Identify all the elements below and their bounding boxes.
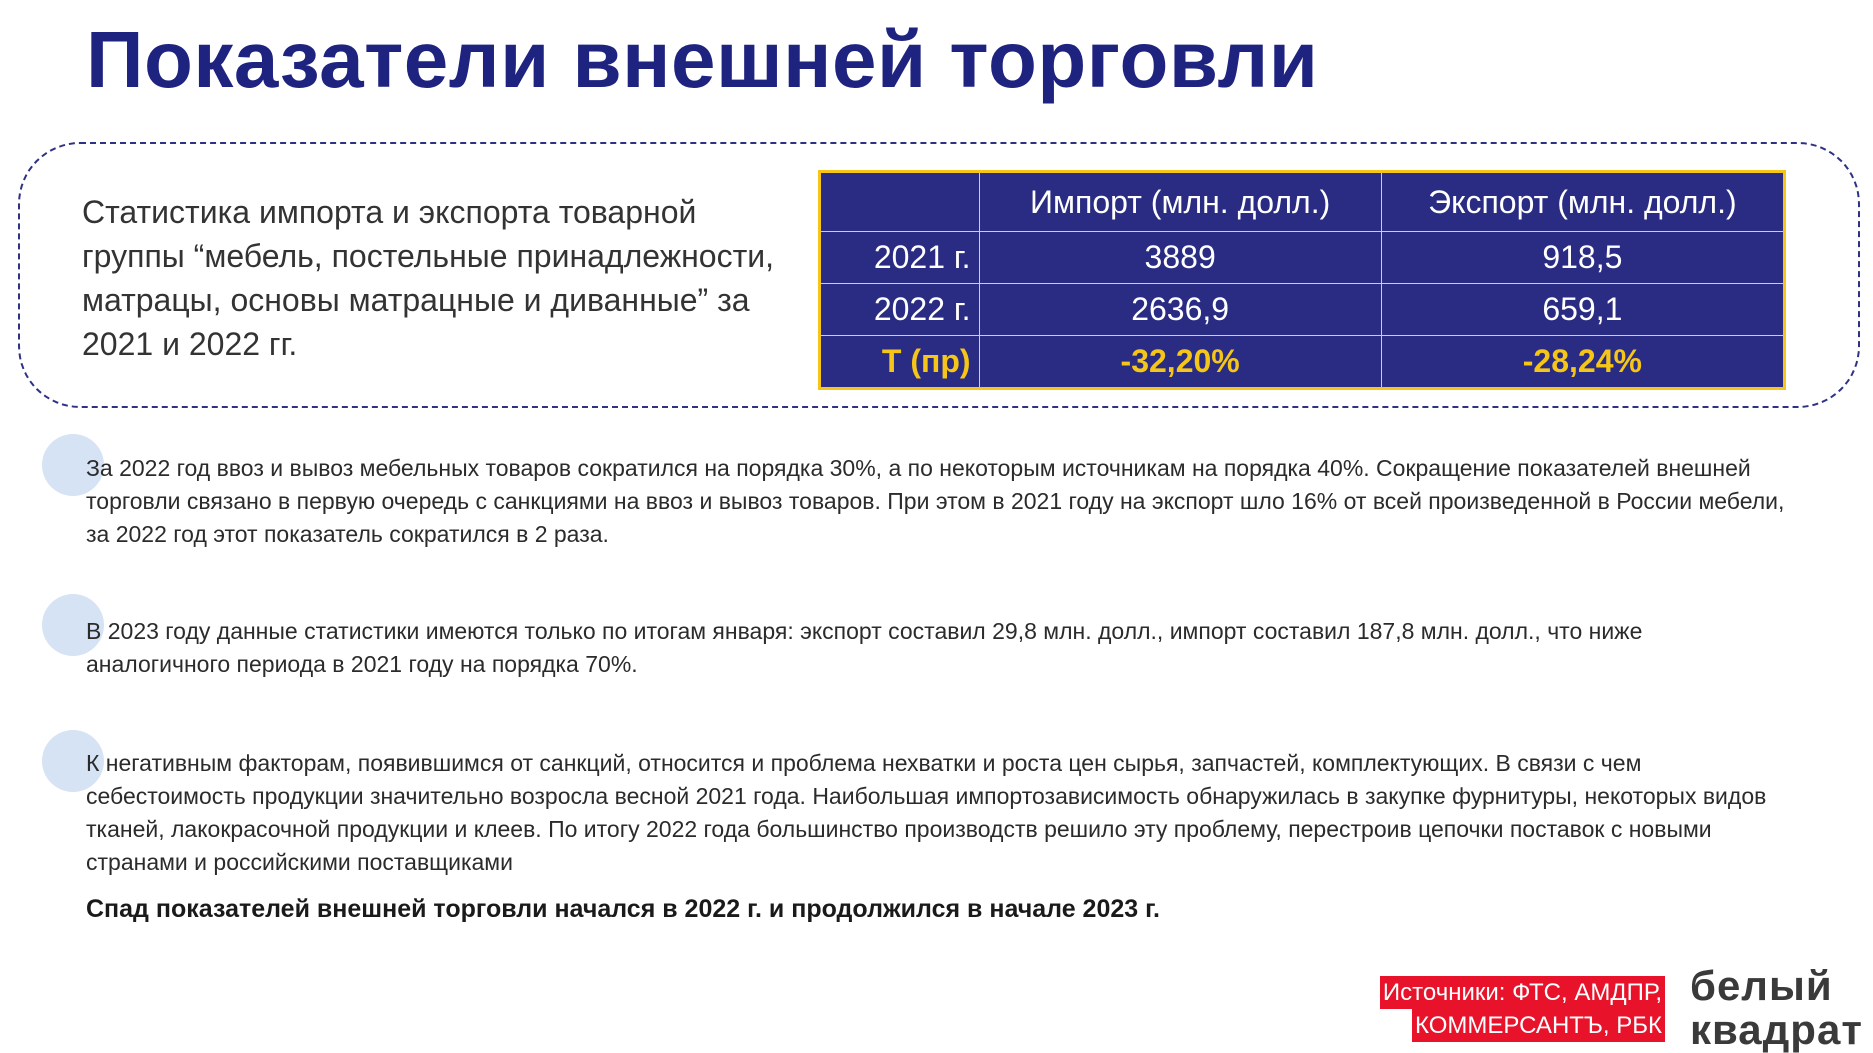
row-label: 2022 г. [820,284,980,336]
sources-line-2: КОММЕРСАНТЪ, РБК [1412,1009,1665,1042]
logo-line-1: белый [1690,962,1833,1009]
table-row-change [820,336,1785,389]
table-row [820,284,1785,336]
import-change: -32,20% [979,336,1381,389]
table-header-empty [820,172,980,232]
paragraph-2: В 2023 году данные статистики имеются только по итогам января: экспорт составил 29,8 млн. долл., импорт составил 187,8 млн. долл., что ниже аналогичного периода в 2021 году на порядка 70%. [86,618,1643,677]
row-label: 2021 г. [820,232,980,284]
logo-line-2: квадрат [1690,1006,1863,1053]
import-value: 2636,9 [979,284,1381,336]
table-header-export: Экспорт (млн. долл.) [1381,172,1784,232]
sources-line-1: Источники: ФТС, АМДПР, [1380,976,1665,1009]
table-header-row [820,172,1785,232]
logo [1690,964,1863,1052]
export-value: 659,1 [1381,284,1784,336]
row-label: Т (пр) [820,336,980,389]
table-row [820,232,1785,284]
page-title: Показатели внешней торговли [86,15,1319,104]
trade-table [818,170,1786,390]
summary-text: Статистика импорта и экспорта товарной группы “мебель, постельные принадлежности, матрацы, основы матрацные и диванные” за 2021 и 2022 гг. [82,194,774,362]
import-value: 3889 [979,232,1381,284]
export-change: -28,24% [1381,336,1784,389]
conclusion-text: Спад показателей внешней торговли начался в 2022 г. и продолжился в начале 2023 г. [86,895,1160,923]
paragraph-1: За 2022 год ввоз и вывоз мебельных товаров сократился на порядка 30%, а по некоторым источникам на порядка 40%. Сокращение показателей внешней торговли связано в первую очередь с санкциями на ввоз и вывоз товаров. При этом в 2021 году на экспорт шло 16% от всей произведенной в России мебели, за 2022 год этот показатель сократился в 2 раза. [86,455,1785,547]
sources [1380,976,1665,1042]
paragraph-3: К негативным факторам, появившимся от санкций, относится и проблема нехватки и роста цен сырья, запчастей, комплектующих. В связи с чем себестоимость продукции значительно возросла весной 2021 года. Наибольшая импортозависимость обнаружилась в закупке фурнитуры, некоторых видов тканей, лакокрасочной продукции и клеев. По итогу 2022 года большинство производств решило эту проблему, перестроив цепочки поставок с новыми странами и российскими поставщиками [86,750,1767,875]
table-header-import: Импорт (млн. долл.) [979,172,1381,232]
export-value: 918,5 [1381,232,1784,284]
